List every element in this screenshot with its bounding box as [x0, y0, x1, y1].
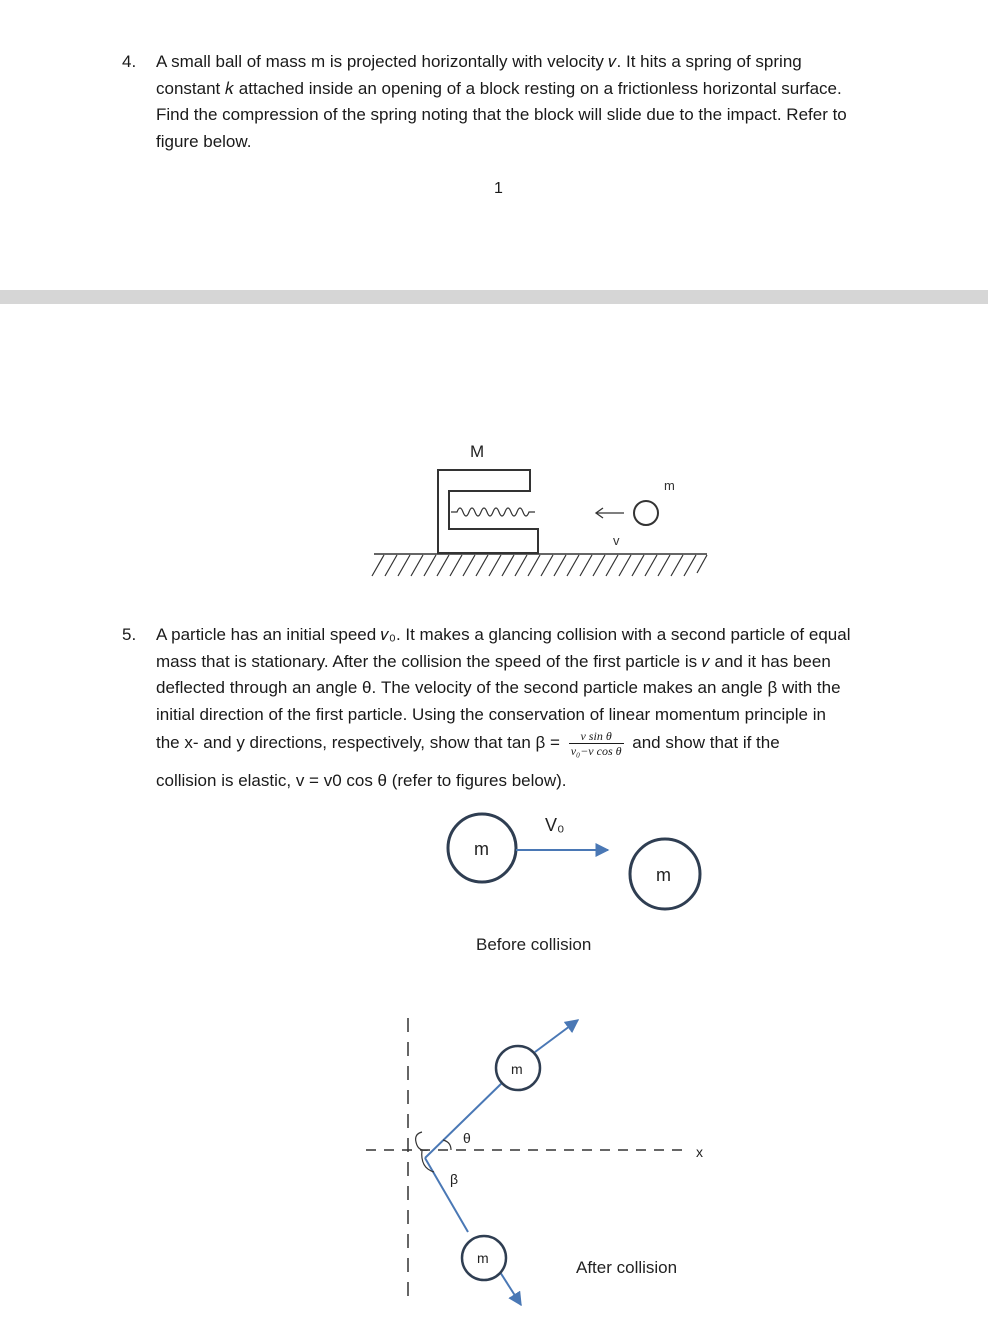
theta-label: θ	[463, 1130, 471, 1146]
q5-line: A particle has an initial speed 𝑣₀. It makes a glancing collision with a second particle of equal	[156, 625, 851, 644]
eq-suffix: and show that if the	[632, 732, 780, 752]
q5-last-line: collision is elastic, v = v0 cos θ (refer to figures below).	[156, 771, 567, 790]
q5-line: mass that is stationary. After the collision the speed of the first particle is 𝑣 and it has been	[156, 651, 831, 671]
eq-prefix: the x- and y directions, respectively, show that tan β =	[156, 732, 560, 752]
q4-line: Find the compression of the spring noting that the block will slide due to the impact. Refer to	[156, 105, 847, 124]
x-axis-label: x	[696, 1144, 703, 1160]
particle-2-velocity-arrow	[500, 1272, 521, 1305]
ball-2-before-label: m	[656, 865, 671, 885]
velocity-label: v	[613, 533, 620, 548]
q4-line: constant 𝑘 attached inside an opening of a block resting on a frictionless horizontal surface.	[156, 78, 842, 98]
block-mass-label: M	[470, 442, 485, 461]
fraction-numerator: v sin θ	[569, 729, 624, 744]
origin-arc	[416, 1132, 428, 1150]
q5-line: initial direction of the first particle. Using the conservation of linear momentum principle in	[156, 704, 826, 724]
before-collision-caption: Before collision	[476, 935, 592, 954]
theta-angle-arc	[443, 1140, 451, 1150]
ball-2-after-label: m	[477, 1250, 489, 1266]
particle-1-velocity-arrow	[535, 1020, 578, 1052]
q4-line: A small ball of mass m is projected horizontally with velocity 𝑣. It hits a spring of spring	[156, 52, 802, 71]
page-number: 1	[494, 180, 503, 197]
q5-number: 5.	[122, 625, 137, 644]
ball-1-after-label: m	[511, 1061, 523, 1077]
ball-1-before-label: m	[474, 839, 489, 859]
beta-label: β	[450, 1171, 459, 1187]
q5-line: deflected through an angle θ. The velocity of the second particle makes an angle β with the	[156, 678, 841, 697]
particle-2-path	[425, 1158, 468, 1232]
ball-mass-label: m	[664, 478, 675, 493]
particle-1-path	[425, 1080, 505, 1158]
initial-velocity-label: V₀	[545, 815, 565, 835]
fraction-denominator: v₀−v cos θ	[570, 744, 622, 758]
after-collision-caption: After collision	[576, 1258, 678, 1277]
q4-line: figure below.	[156, 131, 252, 151]
q4-number: 4.	[122, 52, 137, 71]
